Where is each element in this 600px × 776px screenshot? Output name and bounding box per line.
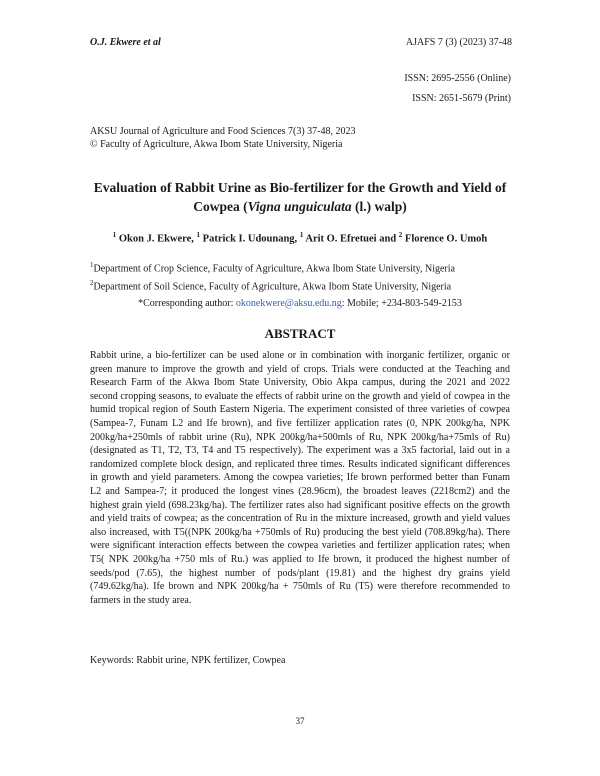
abstract-text: Rabbit urine, a bio-fertilizer can be used alone or in combination with inorganic fertilizer, organic or green manure to improve the growth and yield of crops. Trials were conducted at the Teaching and Research Farm of the Akwa Ibom State University, Obio Akpa campus, during the 2021 and 2022 second cropping seasons, to evaluate the effects of rabbit urine on the growth and yield of cowpea in the humid tropical region of South Eastern Nigeria. The experiment consisted of three varieties of cowpea (Sampea-7, Funam L2 and Ife brown), and five fertilizer application rates (0, NPK 200kg/ha, NPK 200kg/ha+250mls of rabbit urine (Ru), NPK 200kg/ha+500mls of Ru, NPK 200kg/ha+75mls of Ru) (designated as T1, T2, T3, T4 and T5 respectively). The experiment was a 3x5 factorial, laid out in a randomized complete block design, and replicated three times. Results indicated significant differences in growth and yield parameters. Among the cowpea varieties; Ife brown performed better than Funam L2 and Sampea-7; it produced the longest vines (28.96cm), the broadest leaves (2218cm2) and the highest grain yield (698.23kg/ha). The fertilizer rates also had significant positive effects on the growth and yield traits of cowpea; as the concentration of Ru in the mixture increased, growth and yield values also increased, with T5((NPK 200kg/ha +750mls of Ru) producing the best yield (708.89kg/ha). There were significant interaction effects between the cowpea varieties and fertilizer application rates; when T5( NPK 200kg/ha +750 mls of Ru.) was applied to Ife brown, it produced the highest number of seeds/pod (7.65), the highest number of pods/plant (19.81) and the highest dry grains yield (749.62kg/ha). Ife brown and NPK 200kg/ha + 750mls of Ru (T5) were therefore recommended to farmers in the study area. [90,350,510,606]
issn-print: ISSN: 2651-5679 (Print) [412,93,511,104]
corresponding-label: *Corresponding author: [138,298,236,309]
affiliation-2 [90,276,455,294]
affiliations [90,258,455,295]
author-sup: 2 [398,231,403,239]
author-name: Arit O. Efretuei and [305,233,399,245]
running-citation: AJAFS 7 (3) (2023) 37-48 [405,37,512,48]
abstract-heading: ABSTRACT [264,326,336,341]
affiliation-sup: 1 [90,261,94,269]
title-end: (l.) walp) [351,199,407,214]
corresponding-phone: : Mobile; +234-803-549-2153 [341,298,462,309]
author-list [90,231,510,245]
affiliation-text: Department of Soil Science, Faculty of Agriculture, Akwa Ibom State University, Nigeria [93,281,452,293]
affiliation-1 [90,258,455,276]
author-name: Florence O. Umoh [404,233,488,245]
author-sup: 1 [299,231,304,239]
author-sup: 1 [196,231,201,239]
issn-online: ISSN: 2695-2556 (Online) [404,73,511,84]
title-species: Vigna unguiculata [247,199,352,214]
keywords: Keywords: Rabbit urine, NPK fertilizer, Cowpea [90,655,286,666]
affiliation-sup: 2 [90,279,94,288]
author-name: Patrick I. Udounang, [202,233,300,245]
title-main: Evaluation of Rabbit Urine as Bio-fertilizer for the Growth and Yield of Cowpea ( [93,180,507,214]
page-number: 37 [295,716,305,726]
corresponding-author [90,298,510,309]
affiliation-text: Department of Crop Science, Faculty of Agriculture, Akwa Ibom State University, Nigeria [93,263,455,275]
journal-info [90,125,356,151]
author-sup: 1 [112,231,117,239]
journal-citation: AKSU Journal of Agriculture and Food Sciences 7(3) 37-48, 2023 [90,126,356,137]
author-email-link[interactable]: okonekwere@aksu.edu.ng [235,298,342,309]
author-name: Okon J. Ekwere, [118,233,197,245]
paper-title [90,178,510,216]
journal-copyright: © Faculty of Agriculture, Akwa Ibom State University, Nigeria [90,139,343,150]
running-author: O.J. Ekwere et al [90,37,161,48]
